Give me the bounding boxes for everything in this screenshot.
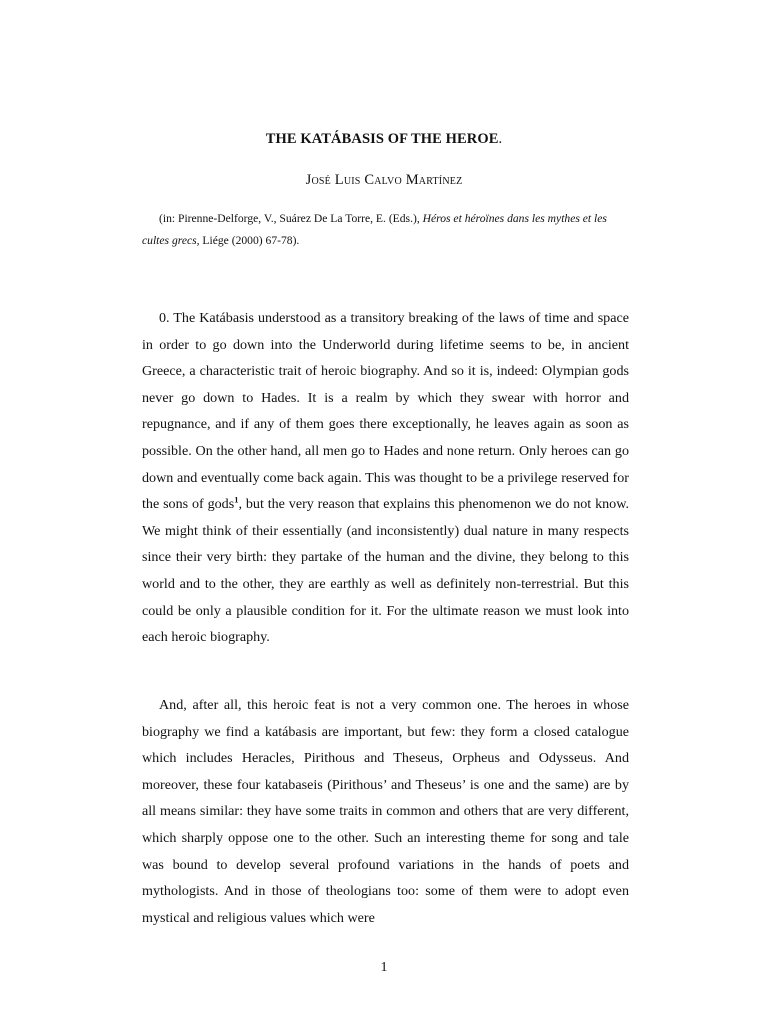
body-paragraph-1: And, after all, this heroic feat is not a very common one. The heroes in whose biography we find a katábasis are important, but few: they form a closed catalogue which includes Heracles, Pirithous and Theseus, Orpheus and Odysseus. And moreover, these four katabaseis (Pirithous’ and Theseus’ is one and the same) are by all means similar: they have some traits in common and others that are very different, which sharply oppose one to the other. Such an interesting theme for song and tale was bound to develop several profound variations in the hands of poets and mythologists. And in those of theologians too: some of them were to adopt even mystical and religious values which were xyxy=(142,697,629,926)
paper-title-text: THE KATÁBASIS OF THE HEROE xyxy=(265,131,499,147)
page-number: 1 xyxy=(380,960,388,975)
paragraph-0-text-before-footnote: 0. The Katábasis understood as a transitory breaking of the laws of time and space in order to go down into the Underworld during lifetime seems to be, in ancient Greece, a characteristic trait of heroic biography. And so it is, indeed: Olympian gods never go down to Hades. It is a realm by which they swear with horror and repugnance, and if any of them goes there exceptionally, he leaves again as soon as possible. On the other hand, all men go to Hades and none return. Only heroes can go down and eventually come back again. This was thought to be a privilege reserved for the sons of gods xyxy=(142,310,629,513)
citation-suffix: Liége (2000) 67-78). xyxy=(199,234,300,247)
citation-prefix: (in: Pirenne-Delforge, V., Suárez De La Torre, E. (Eds.), xyxy=(159,212,423,225)
paper-title xyxy=(0,131,768,148)
paragraph-0-text-after-footnote: , but the very reason that explains this phenomenon we do not know. We might think of their essentially (and inconsistently) dual nature in many respects since their very birth: they partake of the human and the divine, they belong to this world and to the other, they are earthly as well as definitely non-terrestrial. But this could be only a plausible condition for it. For the ultimate reason we must look into each heroic biography. xyxy=(142,496,630,646)
citation-note xyxy=(142,208,629,252)
citation-book-title: Héros et héroïnes dans les mythes et les cultes grecs, xyxy=(142,212,607,247)
body-paragraph-0 xyxy=(142,305,629,651)
footnote-reference-1[interactable]: 1 xyxy=(234,494,239,505)
paper-title-period: . xyxy=(498,131,503,147)
paper-author: José Luis Calvo Martínez xyxy=(305,172,463,188)
